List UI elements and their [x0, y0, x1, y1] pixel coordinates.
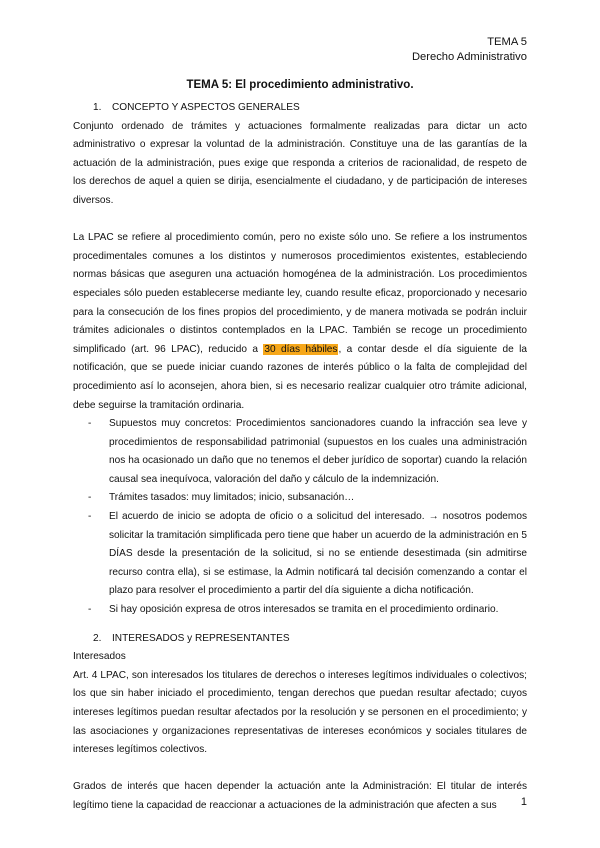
spacer: [73, 211, 527, 230]
section-1-paragraph-1: Conjunto ordenado de trámites y actuaciones formalmente realizadas para dictar un acto administrativo o expresar la voluntad de la administración. Constituye una de las garantías de la actuación de la administración, pues exige que responda a criterios de racionalidad, de respeto de los derechos de aquel a quien se dirija, esencialmente el ciudadano, y de participación de intereses diversos.: [73, 120, 527, 206]
running-header: [412, 35, 527, 65]
list-item: - Trámites tasados: muy limitados; inicio, subsanación…: [109, 489, 527, 508]
document-body: [73, 99, 527, 816]
header-topic: TEMA 5: [487, 36, 527, 48]
section-1-heading: [73, 99, 527, 118]
paragraph-text: , a contar desde el día siguiente de la notificación, que se puede iniciar cuando razones de interés público o la falta de complejidad del procedimiento así lo aconsejen, ahora bien, si es necesario realizar cualquier otro trámite adicional, debe seguirse la tramitación ordinaria.: [73, 343, 527, 411]
section-1-heading-text: CONCEPTO Y ASPECTOS GENERALES: [112, 102, 300, 113]
section-2-heading: [73, 630, 527, 649]
spacer: [73, 760, 527, 779]
page-number: 1: [520, 796, 527, 808]
list-item: - El acuerdo de inicio se adopta de oficio o a solicitud del interesado. → nosotros podemos solicitar la tramitación simplificada pero tiene que haber un acuerdo de la administración en 5 DÍAS desde la presentación de la solicitud, si no se entiende desestimada (sin admitirse recurso contra ella), si se estimase, la Admin notificará tal decisión comenzando a contar el plazo para resolver el procedimiento a partir del día siguiente a dicha notificación.: [109, 508, 527, 601]
spacer: [73, 620, 527, 630]
list-item: - Supuestos muy concretos: Procedimientos sancionadores cuando la infracción sea leve y procedimientos de responsabilidad patrimonial (supuestos en los cuales una administración nos ha ocasionado un daño que no tenemos el deber jurídico de soportar) cuando la relación causal sea inequívoca, valoración del daño y cálculo de la indemnización.: [109, 415, 527, 489]
paragraph-text: La LPAC se refiere al procedimiento común, pero no existe sólo uno. Se refiere a los instrumentos procedimentales comunes a los distintos y numerosos procedimientos existentes, estableciendo normas básicas que aseguren una actuación homogénea de la administración. Los procedimientos especiales sólo pueden establecerse mediante ley, cuando resulte eficaz, proporcionado y necesario para la consecución de los fines propios del procedimiento, y de manera motivada se podrán incluir trámites adicionales o distintos contemplados en la LPAC. También se recoge un procedimiento simplificado (art. 96 LPAC), reducido a: [73, 232, 527, 355]
list-item: - Si hay oposición expresa de otros interesados se tramita en el procedimiento ordinario.: [109, 601, 527, 620]
section-1-number: 1.: [93, 102, 102, 113]
section-2-heading-text: INTERESADOS y REPRESENTANTES: [112, 632, 290, 644]
section-2-paragraph-1: Art. 4 LPAC, son interesados los titulares de derechos o intereses legítimos individuales o colectivos; los que sin haber iniciado el procedimiento, tengan derechos que puedan resultar afectado; cuyos intereses legítimos puedan resultar afectados por la resolución y se personen en el procedimiento; y las asociaciones y organizaciones representativas de intereses económicos y sociales titulares de intereses legítimos colectivos.: [73, 669, 527, 756]
section-1-paragraph-2: [73, 229, 527, 415]
bullet-list: [73, 415, 527, 620]
section-2-subheading: Interesados: [73, 651, 126, 663]
header-subject: Derecho Administrativo: [411, 51, 527, 63]
document-title: TEMA 5: El procedimiento administrativo.: [186, 79, 414, 91]
highlighted-text: 30 días hábiles: [264, 343, 338, 355]
section-2-number: 2.: [93, 632, 102, 644]
section-2-paragraph-2: Grados de interés que hacen depender la actuación ante la Administración: El titular de interés legítimo tiene la capacidad de reaccionar a actuaciones de la administración que afecten a sus: [73, 781, 527, 811]
